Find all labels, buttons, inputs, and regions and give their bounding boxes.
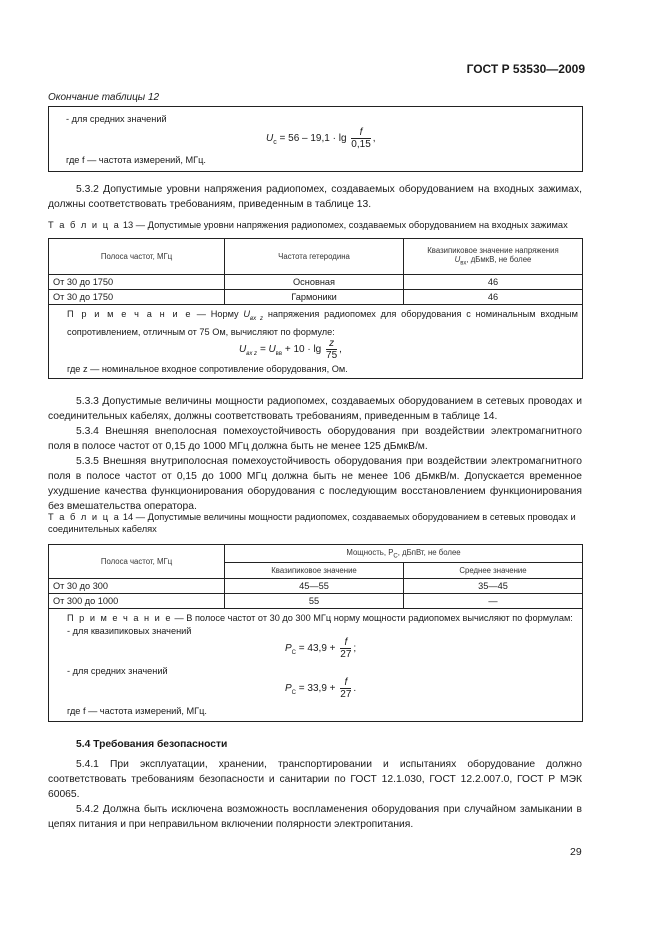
table-row: От 300 до 1000 55 — — [49, 594, 583, 609]
table13-header-lo: Частота гетеродина — [225, 239, 404, 275]
paragraph-5-3-4: 5.3.4 Внешняя внеполосная помехоустойчивость оборудования при воздействии электромагнитного поля в полосе частот от 0,15 до 1000 МГц должна быть не менее 125 дБмкВ/м. — [48, 426, 582, 452]
table14-formula-qp: $P_С = 43,9$ + $\frac{f}{27}$ ; — [285, 637, 357, 660]
table14-header-band: Полоса частот, МГц — [49, 545, 225, 579]
table-row: От 30 до 1750 Основная 46 — [49, 275, 583, 290]
table12-where: где f — частота измерений, МГц. — [66, 155, 206, 165]
table13 — [48, 238, 583, 379]
paragraph-5-3-5: 5.3.5 Внешняя внутриполосная помехоустойчивость оборудования при воздействии электромагнитного поля в полосе частот от 0,15 до 1000 МГц должна быть не менее 106 дБмкВ/м. Допускается временное ухудшение качества функционирования оборудования с последующим восстановлением функционирования без вмешательства оператора. — [48, 456, 582, 512]
table14-item2: - для средних значений — [67, 666, 168, 676]
table-row: От 30 до 300 45—55 35—45 — [49, 579, 583, 594]
table13-title: Т а б л и ц а 13 — Допустимые уровни напряжения радиопомех, создаваемых оборудованием на входных зажимах — [48, 220, 568, 230]
table14 — [48, 544, 583, 722]
table13-where: где z — номинальное входное сопротивление оборудования, Ом. — [67, 364, 348, 374]
table13-formula: $U_{вх z} = U_{вв} + 10 \cdot \lg$ $\frac{z}{75}$ , — [239, 338, 342, 361]
paragraph-5-4-1: 5.4.1 При эксплуатации, хранении, транспортировании и испытаниях оборудование должно соответствовать требованиям безопасности и санитарии по ГОСТ 12.1.030, ГОСТ 12.2.007.0, ГОСТ Р МЭК 60065. — [48, 759, 582, 800]
table13-header-qp: Квазипиковое значение напряжения $U_{вх}$, дБмкВ, не более — [404, 239, 583, 275]
table14-title: Т а б л и ц а 14 — Допустимые величины мощности радиопомех, создаваемых оборудованием в сетевых проводах и соединительных кабелях — [48, 512, 576, 534]
table-continuation-caption: Окончание таблицы 12 — [48, 92, 160, 103]
table14-where: где f — частота измерений, МГц. — [67, 706, 207, 716]
paragraph-5-4-2: 5.4.2 Должна быть исключена возможность воспламенения оборудования при случайном замыкании в цепях питания и при неправильном включении полярности электропитания. — [48, 804, 582, 830]
table14-header-qp: Квазипиковое значение — [225, 563, 404, 579]
table13-note: П р и м е ч а н и е — Норму $U_{вх z}$ напряжения радиопомех для оборудования с номинальным входным сопротивлением, отличным от 75 Ом, вычисляют по формуле: $U_{вх z} = U_{вв} + 10 \cdot \lg$ $\frac{z}{75}$ , где z — номинальное входное сопротивление оборудования, Ом. — [49, 305, 583, 379]
table12-formula: $U_с = 56 - 19,1 \cdot \lg$ $\frac{f}{0,15}$ , — [266, 127, 376, 150]
table14-item1: - для квазипиковых значений — [67, 626, 192, 636]
page-number: 29 — [570, 846, 582, 858]
table12-end-box — [48, 106, 582, 172]
paragraph-5-3-3: 5.3.3 Допустимые величины мощности радиопомех, создаваемых оборудованием в сетевых проводах и соединительных кабелях, должны соответствовать требованиям, приведенным в таблице 14. — [48, 396, 582, 422]
table12-item: - для средних значений — [66, 114, 167, 124]
table14-header-avg: Среднее значение — [404, 563, 583, 579]
document-header: ГОСТ Р 53530—2009 — [466, 62, 585, 76]
table14-formula-avg: $P_С = 33,9$ + $\frac{f}{27}$ . — [285, 677, 357, 700]
table14-header-power: Мощность, $P_С$, дБпВт, не более — [225, 545, 583, 563]
paragraph-5-3-2: 5.3.2 Допустимые уровни напряжения радиопомех, создаваемых оборудованием на входных зажимах, должны соответствовать требованиям, приведенным в таблице 13. — [48, 184, 582, 210]
table13-header-band: Полоса частот, МГц — [49, 239, 225, 275]
section-5-4-heading: 5.4 Требования безопасности — [76, 739, 228, 750]
table-row: От 30 до 1750 Гармоники 46 — [49, 290, 583, 305]
table14-note: П р и м е ч а н и е — В полосе частот от 30 до 300 МГц норму мощности радиопомех вычисляют по формулам: - для квазипиковых значений $P_С = 43,9$ + $\frac{f}{27}$ ; - для средних значений $P_С = 33,9$ + $\frac{f}{27}$ . где f — частота измерений, МГц. — [49, 609, 583, 722]
